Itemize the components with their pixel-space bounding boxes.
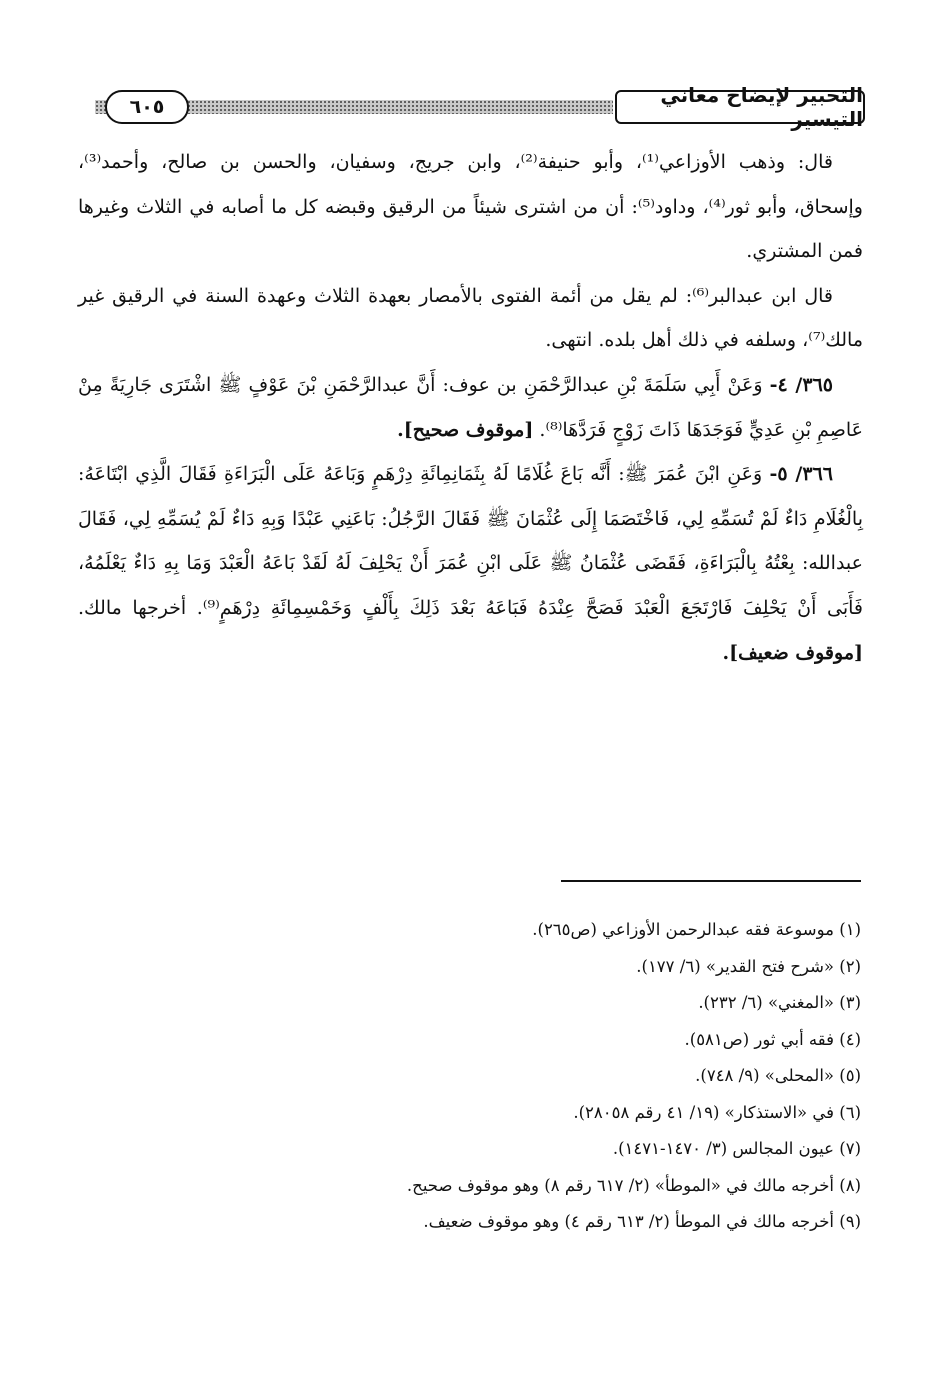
footnote-separator <box>561 880 861 882</box>
book-title: التحبير لإيضاح معاني التيسير <box>615 90 865 124</box>
footnotes <box>76 912 861 1241</box>
footnote-2: (٢) «شرح فتح القدير» (٦/ ١٧٧). <box>636 956 861 976</box>
hadith-grade: [موقوف ضعيف]. <box>722 641 863 664</box>
hadith-365 <box>78 363 863 452</box>
footnote-1: (١) موسوعة فقه عبدالرحمن الأوزاعي (ص٢٦٥). <box>532 920 861 939</box>
paragraph-1: قال: وذهب الأوزاعي⁽¹⁾، وأبو حنيفة⁽²⁾، وابن جريج، وسفيان، والحسن بن صالح، وأحمد⁽³⁾، وإسحاق، وأبو ثور⁽⁴⁾، وداود⁽⁵⁾: أن من اشترى شيئاً من الرقيق وقبضه كل ما أصابه في الثلاث وغيرها فمن المشتري. <box>78 151 863 263</box>
footnote-9: (٩) أخرجه مالك في الموطأ (٢/ ٦١٣ رقم ٤) وهو موقوف ضعيف. <box>423 1212 861 1231</box>
hadith-text: وَعَنِ ابْنَ عُمَرَ ﷺ: أَنَّه بَاعَ غُلَامًا لَهُ بِثَمَانِمِائَةِ دِرْهَمٍ وَبَاعَهُ عَلَى الْبَرَاءَةِ فَقَالَ الَّذِي ابْتَاعَهُ: بِالْغُلَامِ دَاءٌ لَمْ تُسَمِّهِ لِي، فَاخْتَصَمَا إِلَى عُثْمَانَ ﷺ فَقَالَ الرَّجُلُ: بَاعَنِي عَبْدًا وَبِهِ دَاءٌ لَمْ يُسَمِّهِ لِي، فَقَالَ عبدالله: بِعْتُهُ بِالْبَرَاءَةِ، فَقَضَى عُثْمَانُ ﷺ عَلَى ابْنِ عُمَرَ أَنْ يَحْلِفَ لَهُ لَقَدْ بَاعَهُ الْعَبْدَ وَمَا بِهِ دَاءٌ يَعْلَمُهُ، فَأَبَى أَنْ يَحْلِفَ فَارْتَجَعَ الْعَبْدَ فَصَحَّ عِنْدَهُ فَبَاعَهُ بَعْدَ ذَلِكَ بِأَلْفٍ وَخَمْسِمِائَةِ دِرْهَمٍ⁽⁹⁾. أخرجها مالك. <box>78 463 863 619</box>
footnote-7: (٧) عيون المجالس (٣/ ١٤٧٠-١٤٧١). <box>612 1139 861 1158</box>
footnote-5: (٥) «المحلى» (٩/ ٧٤٨). <box>695 1066 861 1085</box>
footnote-3: (٣) «المغني» (٦/ ٢٣٢). <box>698 993 861 1012</box>
running-header <box>95 83 865 131</box>
hadith-number: ٣٦٦/ ٥- <box>769 463 833 486</box>
main-text <box>78 140 863 675</box>
footnote-6: (٦) في «الاستذكار» (١٩/ ٤١ رقم ٢٨٠٥٨). <box>573 1102 861 1122</box>
page-number: ٦٠٥ <box>105 90 189 124</box>
footnote-4: (٤) فقه أبي ثور (ص٥٨١). <box>684 1029 861 1049</box>
hadith-366 <box>78 452 863 675</box>
paragraph-2: قال ابن عبدالبر⁽⁶⁾: لم يقل من أئمة الفتوى بالأمصار بعهدة الثلاث وعهدة السنة في الرقيق غير مالك⁽⁷⁾، وسلفه في ذلك أهل بلده. انتهى. <box>78 284 863 352</box>
hadith-text: وَعَنْ أَبِي سَلَمَةَ بْنِ عبدالرَّحْمَنِ بن عوف: أَنَّ عبدالرَّحْمَنِ بْنَ عَوْفٍ ﷺ اشْتَرَى جَارِيَةً مِنْ عَاصِمِ بْنِ عَدِيٍّ فَوَجَدَهَا ذَاتَ زَوْجٍ فَرَدَّهَا⁽⁸⁾. <box>78 373 863 441</box>
hadith-grade: [موقوف صحيح]. <box>397 418 534 441</box>
footnote-8: (٨) أخرجه مالك في «الموطأ» (٢/ ٦١٧ رقم ٨) وهو موقوف صحيح. <box>406 1175 861 1195</box>
hadith-number: ٣٦٥/ ٤- <box>769 373 833 396</box>
